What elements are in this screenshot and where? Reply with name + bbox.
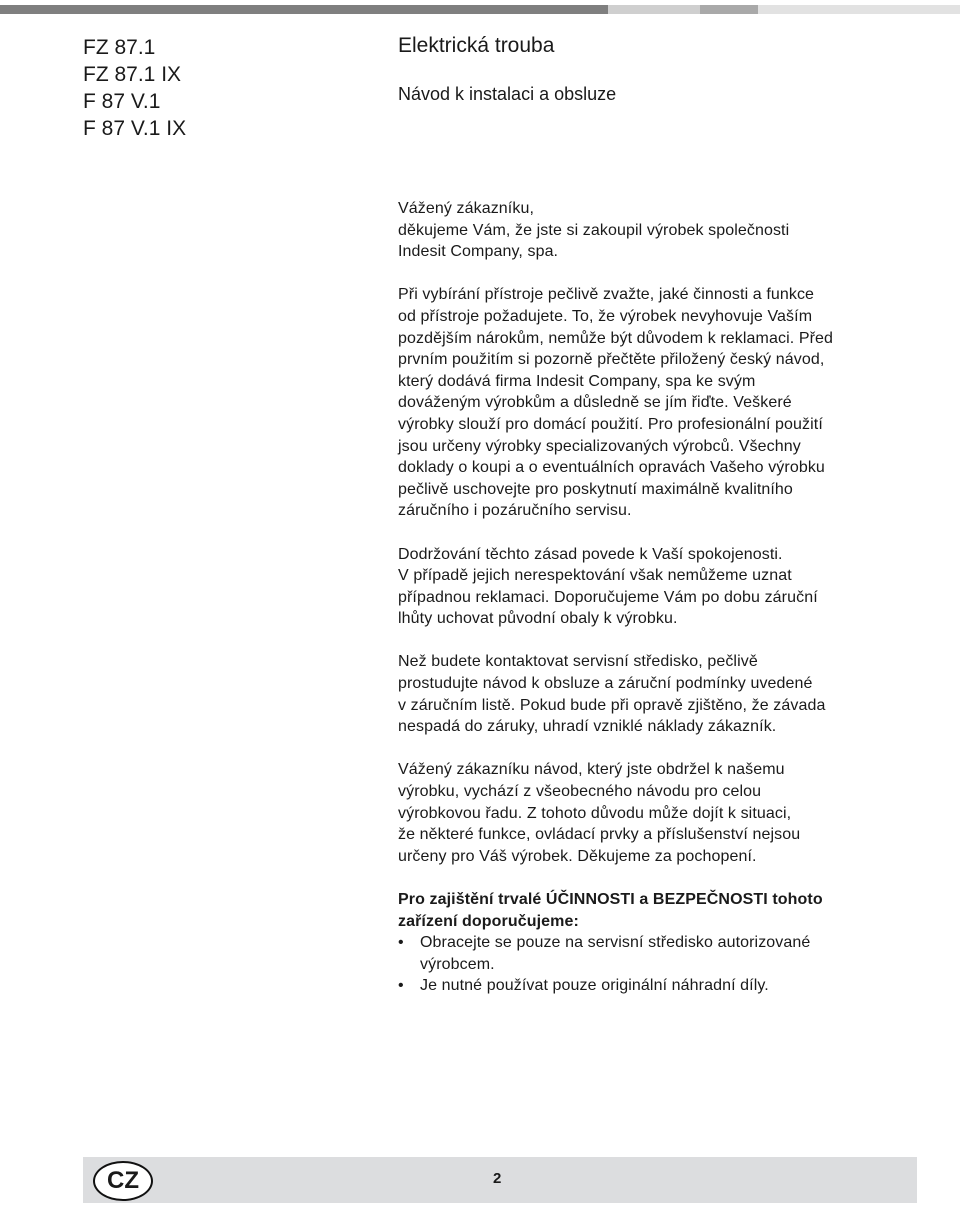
text-line: lhůty uchovat původní obaly k výrobku.	[398, 610, 678, 628]
text-line: • Je nutné používat pouze originální náhradní díly.	[420, 977, 769, 995]
document-subtitle: Návod k instalaci a obsluze	[398, 84, 617, 104]
model-name: F 87 V.1 IX	[83, 117, 187, 140]
model-name: FZ 87.1	[83, 36, 156, 59]
text-line: Dodržování těchto zásad povede k Vaší spokojenosti.	[398, 545, 783, 563]
text-line: od přístroje požadujete. To, že výrobek nevyhovuje Vaším	[398, 307, 813, 325]
country-code-badge: CZ	[93, 1161, 153, 1201]
list-item	[398, 975, 918, 997]
text-line: Indesit Company, spa.	[398, 243, 559, 261]
text-line: prostudujte návod k obsluze a záruční podmínky uvedené	[398, 675, 813, 693]
text-line: prvním použitím si pozorně přečtěte přiložený český návod,	[398, 351, 825, 369]
text-line: Při vybírání přístroje pečlivě zvažte, jaké činnosti a funkce	[398, 286, 815, 304]
list-item	[398, 932, 918, 975]
paragraph-greeting	[398, 198, 918, 263]
text-line: děkujeme Vám, že jste si zakoupil výrobek společnosti	[398, 221, 790, 239]
page-number: 2	[493, 1170, 502, 1187]
paragraph-compliance	[398, 544, 918, 630]
text-line: výrobkovou řadu. Z tohoto důvodu může dojít k situaci,	[398, 804, 792, 822]
safety-heading	[398, 889, 918, 932]
text-line: dováženým výrobkům a důsledně se jím řiďte. Veškeré	[398, 394, 792, 412]
paragraph-selection	[398, 284, 918, 522]
text-line: Vážený zákazníku návod, který jste obdržel k našemu	[398, 761, 785, 779]
text-line: doklady o koupi a o eventuálních opravách Vašeho výrobku	[398, 459, 825, 477]
text-line: výrobcem.	[420, 955, 495, 973]
text-line: Vážený zákazníku,	[398, 200, 534, 217]
text-line: výrobku, vychází z všeobecného návodu pro celou	[398, 783, 762, 801]
page-footer	[83, 1157, 917, 1203]
text-line: jsou určeny výrobky specializovaných výrobců. Všechny	[398, 437, 801, 455]
text-line: pečlivě uschovejte pro poskytnutí maximálně kvalitního	[398, 480, 793, 498]
text-line: v záručním listě. Pokud bude při opravě zjištěno, že závada	[398, 696, 826, 714]
paragraph-service	[398, 651, 918, 737]
text-line: který dodává firma Indesit Company, spa ke svým	[398, 372, 756, 390]
text-line: V případě jejich nerespektování však nemůžeme uznat	[398, 567, 792, 585]
header-bar-segment	[0, 5, 608, 14]
text-line: záručního i pozáručního servisu.	[398, 502, 632, 520]
document-title: Elektrická trouba	[398, 34, 555, 57]
text-line: výrobky slouží pro domácí použití. Pro profesionální použití	[398, 415, 823, 433]
text-line: že některé funkce, ovládací prvky a příslušenství nejsou	[398, 826, 801, 844]
header-bar-segment	[700, 5, 758, 14]
text-line: pozdějším nárokům, nemůže být důvodem k reklamaci. Před	[398, 329, 834, 347]
safety-list	[398, 932, 918, 997]
model-name: FZ 87.1 IX	[83, 63, 182, 86]
body-text	[398, 198, 918, 997]
text-line: určeny pro Váš výrobek. Děkujeme za pochopení.	[398, 847, 757, 865]
text-line: Pro zajištění trvalé ÚČINNOSTI a BEZPEČNOSTI tohoto	[398, 891, 823, 908]
text-line: Než budete kontaktovat servisní středisko, pečlivě	[398, 653, 758, 671]
text-line: zařízení doporučujeme:	[398, 912, 579, 930]
paragraph-general-manual	[398, 759, 918, 867]
text-line: případnou reklamaci. Doporučujeme Vám po dobu záruční	[398, 588, 818, 606]
header-bar-segment	[608, 5, 700, 14]
model-list	[83, 34, 186, 142]
header-bar-segment	[758, 5, 960, 14]
model-name: F 87 V.1	[83, 90, 161, 113]
text-line: nespadá do záruky, uhradí vzniklé náklady zákazník.	[398, 718, 777, 736]
text-line: • Obracejte se pouze na servisní středisko autorizované	[420, 934, 811, 952]
